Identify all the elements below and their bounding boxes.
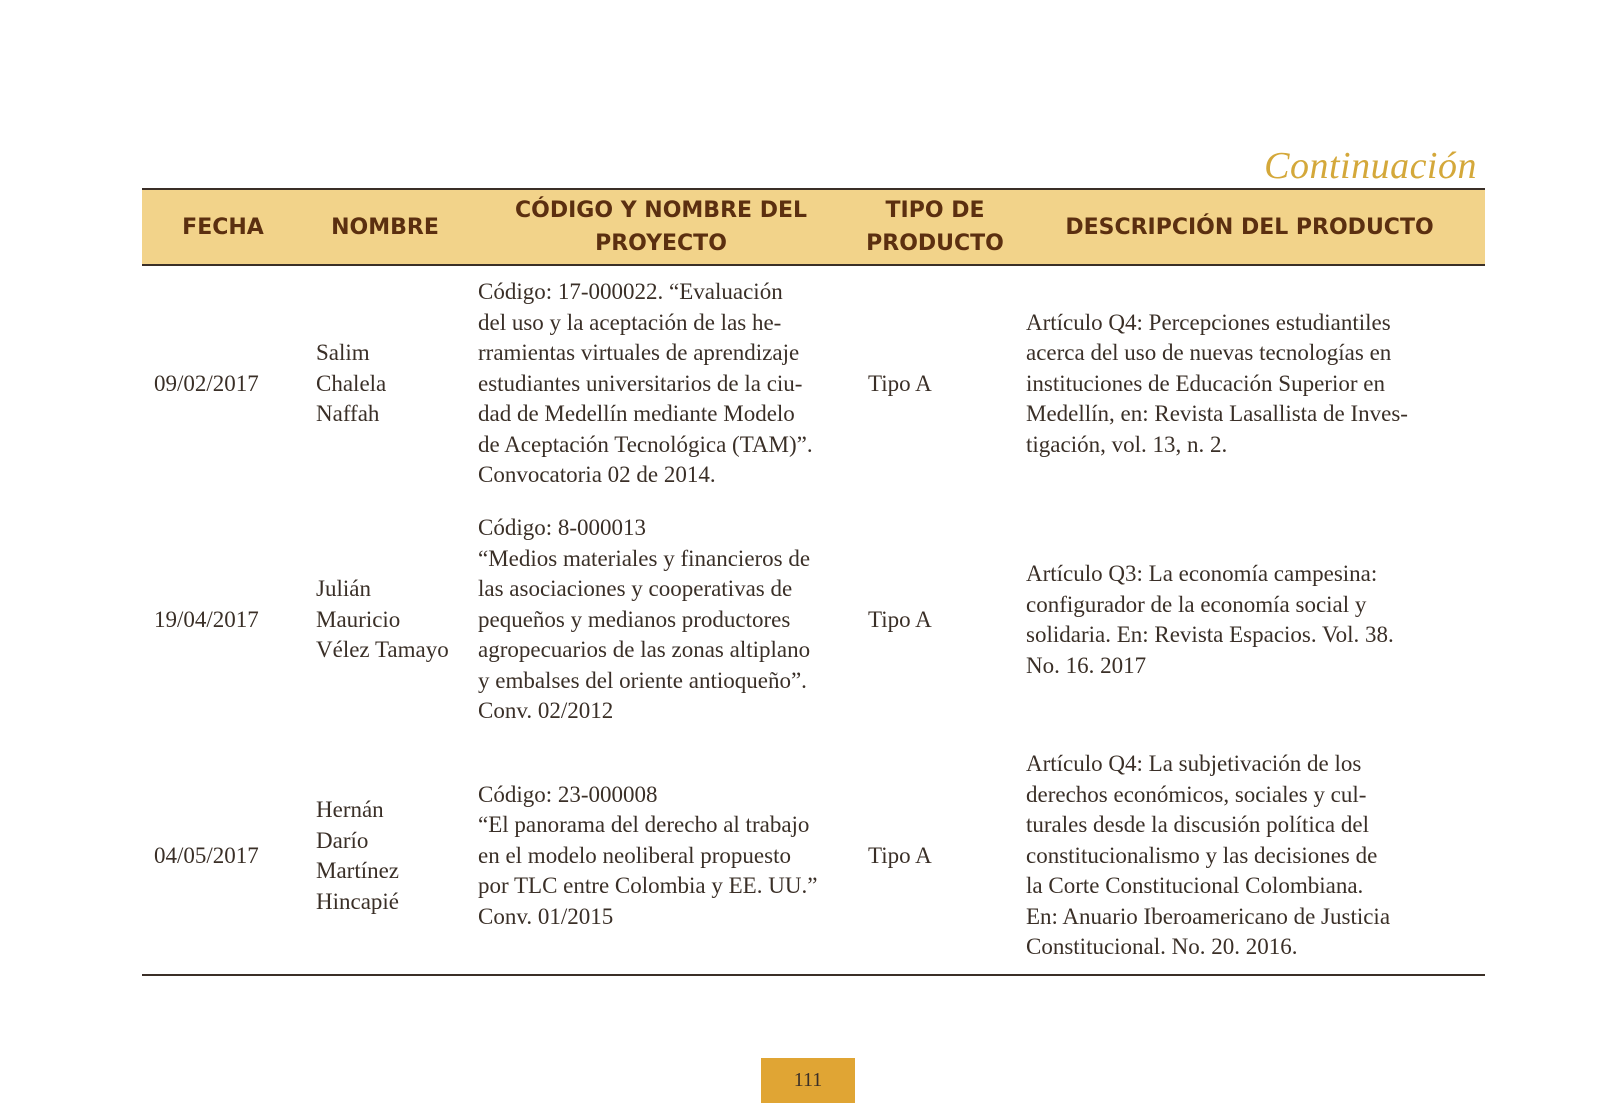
table-body [142, 265, 1485, 975]
header-nombre: NOMBRE [304, 189, 466, 265]
cell-fecha: 19/04/2017 [154, 606, 259, 632]
cell-nombre: Julián Mauricio Vélez Tamayo [316, 576, 449, 663]
cell-codigo: Código: 17-000022. “Evaluación del uso y la aceptación de las he- rramientas virtuales de aprendizaje estudiantes universitarios de la ciu- dad de Medellín mediante Modelo de Aceptación Tecnológica (TAM)”. Convocatoria 02 de 2014. [478, 279, 813, 488]
header-tipo: TIPO DE PRODUCTO [856, 189, 1014, 265]
header-descripcion: DESCRIPCIÓN DEL PRODUCTO [1014, 189, 1485, 265]
cell-descripcion: Artículo Q4: Percepciones estudiantiles acerca del uso de nuevas tecnologías en instituciones de Educación Superior en Medellín, en: Revista Lasallista de Inves- tigación, vol. 13, n. 2. [1026, 309, 1408, 457]
header-codigo: CÓDIGO Y NOMBRE DEL PROYECTO [466, 189, 856, 265]
continuation-label: Continuación [1264, 145, 1477, 187]
page-number: 111 [761, 1058, 855, 1103]
cell-descripcion: Artículo Q3: La economía campesina: configurador de la economía social y solidaria. En: Revista Espacios. Vol. 38. No. 16. 2017 [1026, 561, 1394, 678]
cell-fecha: 09/02/2017 [154, 370, 259, 396]
products-table [142, 188, 1485, 976]
header-row [142, 189, 1485, 265]
table-row [142, 265, 1485, 502]
header-fecha: FECHA [142, 189, 304, 265]
cell-tipo: Tipo A [856, 738, 1014, 975]
table-row [142, 502, 1485, 738]
cell-codigo: Código: 8-000013 “Medios materiales y financieros de las asociaciones y cooperativas de pequeños y medianos productores agropecuarios de las zonas altiplano y embalses del oriente antioqueño”. Conv. 02/2012 [478, 515, 811, 724]
table-row [142, 738, 1485, 975]
cell-codigo: Código: 23-000008 “El panorama del derecho al trabajo en el modelo neoliberal propuesto por TLC entre Colombia y EE. UU.” Conv. 01/2015 [466, 738, 856, 975]
cell-tipo: Tipo A [868, 606, 932, 632]
cell-fecha: 04/05/2017 [142, 738, 304, 975]
table-header [142, 189, 1485, 265]
cell-tipo: Tipo A [868, 370, 932, 396]
cell-nombre: Salim Chalela Naffah [316, 340, 387, 427]
cell-descripcion: Artículo Q4: La subjetivación de los derechos económicos, sociales y cul- turales desde la discusión política del constitucionalismo y las decisiones de la Corte Constitucional Colombiana. En: Anuario Iberoamericano de Justicia Constitucional. No. 20. 2016. [1014, 738, 1485, 975]
cell-nombre: Hernán Darío Martínez Hincapié [304, 738, 466, 975]
